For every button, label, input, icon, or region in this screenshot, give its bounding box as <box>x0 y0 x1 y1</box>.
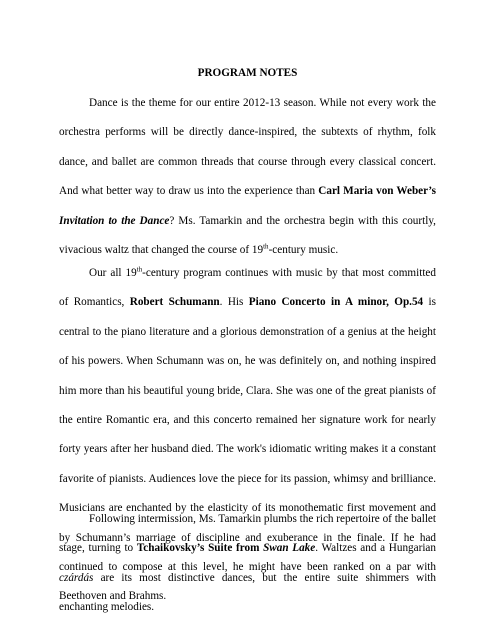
paragraph-text: is central to the piano literature and a glorious demonstration of a genius at the height of his powers. When Schumann was on, he was definitely on, and nothing inspired him more than his beautiful young bride, Clara. She was one of the great pianists of the entire Romantic era, and this concerto remained her signature work for nearly forty years after her husband died. The work's idiomatic writing makes it a constant favorite of pianists. Audiences love the piece for its passion, whimsy and brilliance. Musicians are enchanted by the elasticity of its monothematic first movement and by Schumann’s marriage of discipline and exuberance in the finale. If he had continued to compose at this level, he might have been ranked on a par with Beethoven and Brahms. <box>59 296 436 603</box>
paragraph-text: ? Ms. Tamarkin and the orchestra begin with this courtly, vivacious waltz that changed the course of 19 <box>59 214 436 257</box>
paragraph-text: -century music. <box>268 244 339 257</box>
composer-name: Robert Schumann <box>129 296 220 309</box>
paragraph-text: . His <box>219 296 249 309</box>
page-title: PROGRAM NOTES <box>197 67 298 79</box>
work-title: Tchaikovsky’s Suite from <box>136 542 264 555</box>
work-title: Invitation to the Dance <box>59 214 170 227</box>
paragraph-tchaikovsky <box>59 505 436 623</box>
paragraph-text: are its most distinctive dances, but the entire suite shimmers with enchanting melodies. <box>59 571 436 614</box>
paragraph-text: Dance is the theme for our entire 2012-13 season. While not every work the orchestra performs will be directly dance-inspired, the subtexts of rhythm, folk dance, and ballet are common threads that course through every classical concert. And what better way to draw us into the experience than <box>59 97 436 198</box>
paragraph-text: Following intermission, Ms. Tamarkin plumbs the rich repertoire of the ballet stage, turning to <box>59 513 437 555</box>
dance-name: czárdás <box>59 571 94 584</box>
paragraph-text: -century program continues with music by that most committed of Romantics, <box>59 267 436 309</box>
paragraph-text: . Waltzes and a Hungarian <box>315 542 436 555</box>
ordinal-suffix: th <box>136 265 143 274</box>
ordinal-suffix: th <box>263 242 269 251</box>
work-title-italic: Swan Lake <box>263 542 316 555</box>
work-title: Piano Concerto in A minor, Op.54 <box>248 296 424 309</box>
composer-name: Carl Maria von Weber’s <box>318 185 436 198</box>
paragraph-weber <box>59 89 436 265</box>
paragraph-text: Our all 19 <box>89 267 137 279</box>
